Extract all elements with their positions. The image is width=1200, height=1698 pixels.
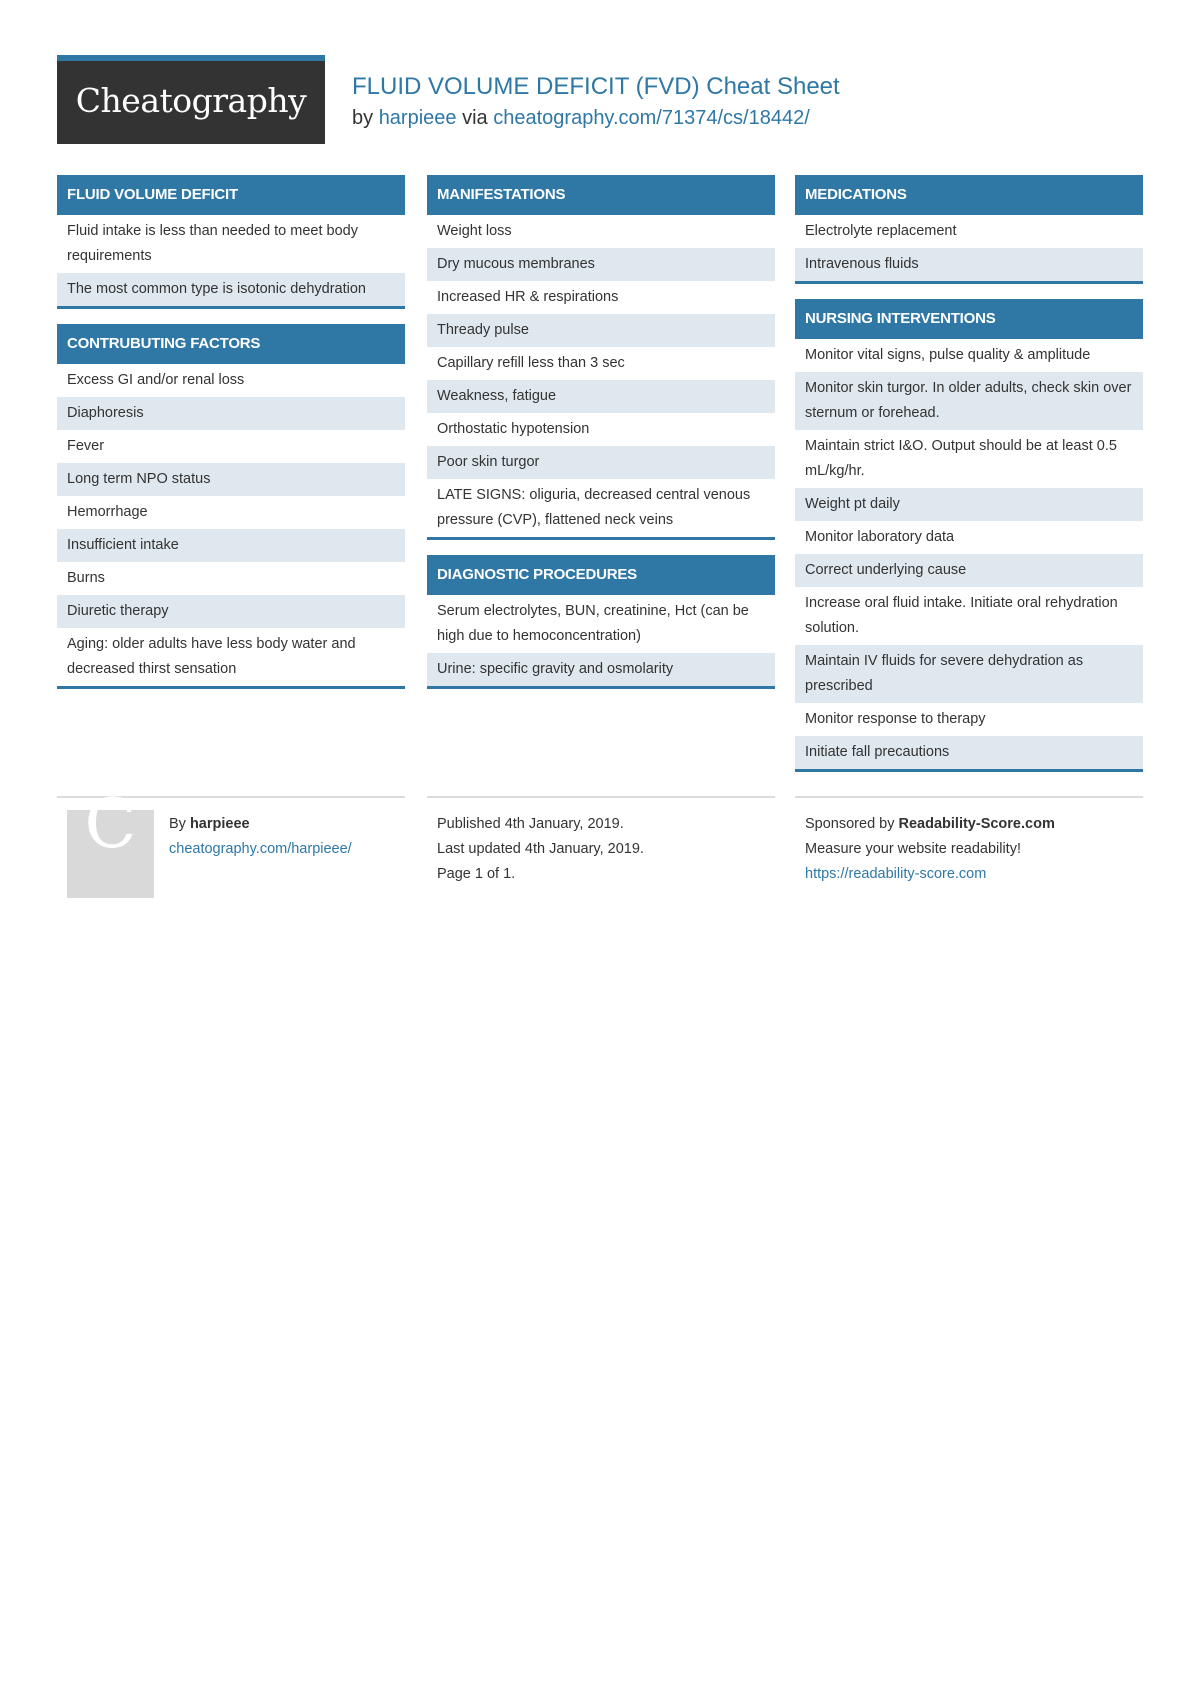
sponsor-name[interactable]: Readability-Score.com [898,816,1055,832]
page-footer [57,785,1143,906]
footer-author-info [169,812,352,862]
column-1 [57,175,405,704]
by-label: by [352,107,374,129]
sheet-url-link[interactable]: cheatography.com/71374/cs/18442/ [493,107,810,129]
section-medications [795,175,1143,284]
list-item: Poor skin turgor [427,446,775,479]
sponsor-tagline: Measure your website readability! [805,841,1021,857]
sponsor-line [805,812,1143,837]
page-title: FLUID VOLUME DEFICIT (FVD) Cheat Sheet [352,73,840,100]
page-subtitle [352,107,810,130]
avatar[interactable] [67,785,154,898]
list-item: Urine: specific gravity and osmolarity [427,653,775,686]
footer-author-link[interactable]: cheatography.com/harpieee/ [169,841,352,857]
list-item: Weight loss [427,215,775,248]
column-2 [427,175,775,704]
section-title: MEDICATIONS [795,175,1143,215]
list-item: LATE SIGNS: oliguria, decreased central venous pressure (CVP), flattened neck veins [427,479,775,537]
section-title: NURSING INTERVENTIONS [795,299,1143,339]
section-title: DIAGNOSTIC PROCEDURES [427,555,775,595]
sponsor-prefix: Sponsored by [805,816,895,832]
list-item: Initiate fall precautions [795,736,1143,769]
list-item: Fever [57,430,405,463]
list-item: Monitor laboratory data [795,521,1143,554]
footer-author-block [57,785,405,864]
sponsor-link[interactable]: https://readability-score.com [805,866,987,882]
column-3 [795,175,1143,787]
section-nursing-interventions [795,299,1143,772]
list-item: Monitor response to therapy [795,703,1143,736]
section-title: CONTRUBUTING FACTORS [57,324,405,364]
footer-author-name: harpieee [189,816,250,832]
list-item: Excess GI and/or renal loss [57,364,405,397]
footer-sponsor-block [795,796,1143,887]
footer-author-line [169,812,352,837]
section-title: MANIFESTATIONS [427,175,775,215]
list-item: Increase oral fluid intake. Initiate oral rehydration solution. [795,587,1143,645]
section-diagnostic-procedures [427,555,775,689]
list-item: Diaphoresis [57,397,405,430]
via-label: via [462,107,488,129]
list-item: Orthostatic hypotension [427,413,775,446]
section-title: FLUID VOLUME DEFICIT [57,175,405,215]
published-date: Published 4th January, 2019. [437,816,624,832]
list-item: Dry mucous membranes [427,248,775,281]
list-item: Insufficient intake [57,529,405,562]
footer-dates-block [427,796,775,887]
updated-date: Last updated 4th January, 2019. [437,841,644,857]
section-fluid-volume-deficit [57,175,405,309]
list-item: Increased HR & respirations [427,281,775,314]
list-item: Hemorrhage [57,496,405,529]
list-item: Capillary refill less than 3 sec [427,347,775,380]
list-item: Weakness, fatigue [427,380,775,413]
logo-text: Cheatography [75,81,307,120]
page-header [57,55,1143,145]
list-item: Long term NPO status [57,463,405,496]
author-link[interactable]: harpieee [378,107,457,129]
list-item: Electrolyte replacement [795,215,1143,248]
section-manifestations [427,175,775,540]
list-item: Aging: older adults have less body water and decreased thirst sensation [57,628,405,686]
list-item: Monitor skin turgor. In older adults, check skin over sternum or forehead. [795,372,1143,430]
list-item: Fluid intake is less than needed to meet body requirements [57,215,405,273]
section-contrubuting-factors [57,324,405,689]
list-item: Serum electrolytes, BUN, creatinine, Hct (can be high due to hemoconcentration) [427,595,775,653]
list-item: Thready pulse [427,314,775,347]
list-item: The most common type is isotonic dehydration [57,273,405,306]
list-item: Diuretic therapy [57,595,405,628]
avatar-letter: C [84,785,137,864]
list-item: Intravenous fluids [795,248,1143,281]
cheatography-logo[interactable] [57,55,325,144]
list-item: Maintain IV fluids for severe dehydration as prescribed [795,645,1143,703]
page-number: Page 1 of 1. [437,866,516,882]
list-item: Monitor vital signs, pulse quality & amplitude [795,339,1143,372]
list-item: Maintain strict I&O. Output should be at least 0.5 mL/kg/hr. [795,430,1143,488]
list-item: Weight pt daily [795,488,1143,521]
list-item: Burns [57,562,405,595]
list-item: Correct underlying cause [795,554,1143,587]
footer-by-label: By [169,816,186,832]
